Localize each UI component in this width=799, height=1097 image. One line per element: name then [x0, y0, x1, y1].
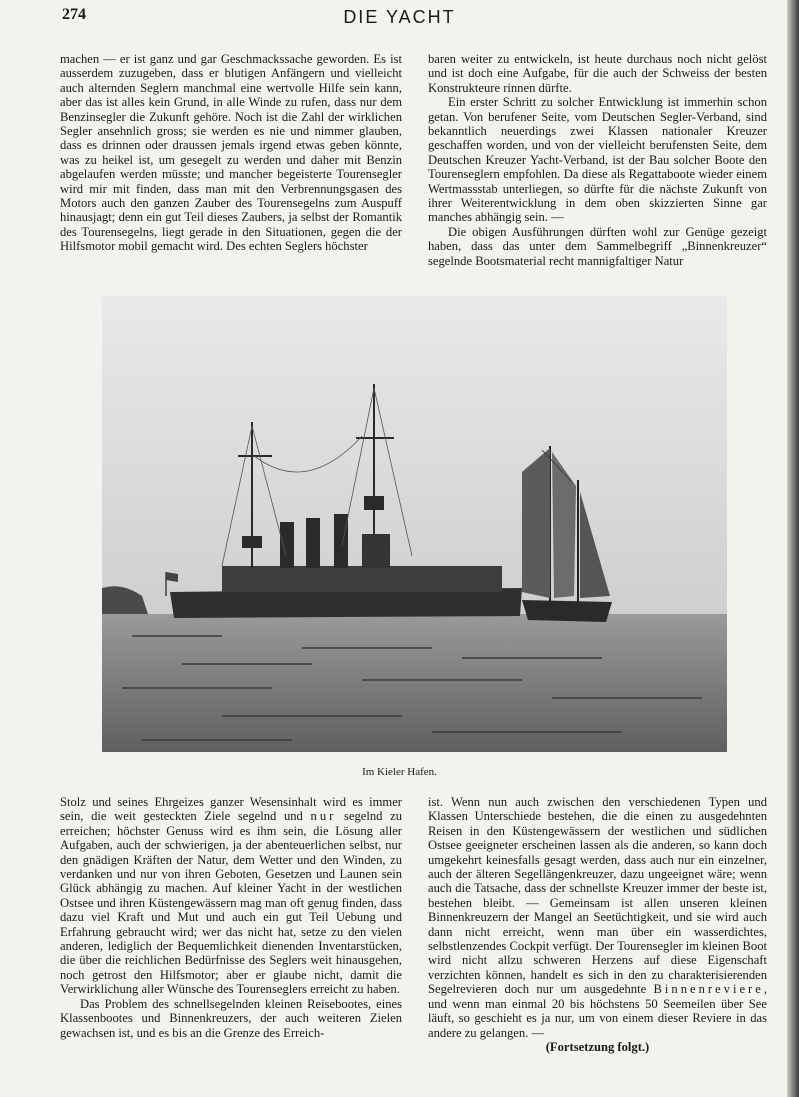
text-run: , und wenn man einmal 20 bis höchstens 50 Seemeilen über See läuft, so geschieht es ja nur, um von einem dieser Reviere in das andere zu gelangen. — [428, 982, 767, 1040]
text-run: segelnd zu erreichen; höchster Genuss wird es ihm sein, die Lösung aller Aufgaben, auch der schwierigen, ja der abenteuerlichen selbst, nur den gnädigen Kräften der Natur, dem Wetter und den Winden, zu verdanken und nur von ihren Geboten, Gesetzen und Launen sein Glück abhängig zu machen. Auf kleiner Yacht in der westlichen Ostsee und ihren Küstengewässern mag man oft genug finden, dass dazu viel Kraft und Mut und auch ein gut Teil Uebung und Erfahrung gebraucht wird; wer das nicht hat, setze zu den vielen anderen, lediglich der Bequemlichkeit dienenden Inventarstücken, die über die reichlichen Bedürfnisse des Seglers weit hinausgehen, noch getrost den Hilfsmotor; aber er glaube nicht, damit die Verwirklichung aller Wünsche des Tourenseglers erreicht zu haben. [60, 809, 403, 997]
figure-caption: Im Kieler Hafen. [362, 766, 437, 778]
paragraph: baren weiter zu entwickeln, ist heute durchaus noch nicht gelöst und ist doch eine Aufgabe, für die auch der Schweiss der besten Konstrukteure rinnen dürfte. [428, 52, 767, 95]
paragraph: Ein erster Schritt zu solcher Entwicklung ist immerhin schon getan. Von berufener Seite, vom Deutschen Segler-Verband, sind bekanntlich neuerdings zwei Klassen nationaler Kreuzer geschaffen worden, und von der vielleicht berufensten Seite, dem Deutschen Kreuzer Yacht-Verband, ist der Bau solcher Boote den Tourenseglern empfohlen. Da diese als Regattaboote wieder einem Wertmassstab unterliegen, so dürfte für die nächste Zukunft von ihrer Weiterentwicklung in dem oben skizzierten Sinne gar manches abhängig sein. — [428, 95, 767, 225]
page-edge-shadow [787, 0, 799, 1097]
paragraph: machen — er ist ganz und gar Geschmackssache geworden. Es ist ausserdem zuzugeben, dass er blutigen Anfängern und vielleicht auch alternden Seglern manchmal eine wertvolle Hilfe sein kann, aber das ist alles kein Grund, in alle Winde zu rufen, dass nur dem Benzinsegler die Zukunft gehöre. Noch ist die Zahl der wirklichen Segler ansehnlich gross; sie werden es nie und nimmer glauben, dass es drinnen oder draussen jemals irgend etwas geben könnte, was zu heikel ist, um gesegelt zu werden und daher mit Benzin abgelaufen werden müsste; und mancher begeisterte Tourensegler wird mir mit finden, dass man mit den Verbrennungsgasen des Motors auch den ganzen Zauber des Tourensegelns zum Auspuff hinausjagt; denn ein gut Teil dieses Zaubers, ja selbst der Romantik des Tourensegelns, liegt gerade in den Situationen, gegen die der Hilfsmotor mobil gemacht wird. Des echten Seglers höchster [60, 52, 402, 254]
text-run: Stolz und seines Ehrgeizes ganzer Wesensinhalt wird es immer sein, die weit gesteckten Ziele segelnd und [60, 795, 402, 824]
paragraph: Das Problem des schnellsegelnden kleinen Reisebootes, eines Klassenbootes und Binnenkreuzers, der auch weiteren Zielen gewachsen ist, und es bis an die Grenze des Erreich- [60, 996, 402, 1040]
harbor-photo [102, 296, 727, 752]
page-number: 274 [62, 6, 86, 23]
column-top-left [60, 52, 402, 254]
text-run: ist. Wenn nun auch zwischen den verschiedenen Typen und Klassen Unterschiede bestehen, die die einen zu ausgedehnten Reisen in den Küstengewässern der westlichen und südlichen Ostsee geeigneter erscheinen lassen als die anderen, so kann doch umgekehrt keinesfalls gesagt werden, dass auch nur ein einzelner, auch der älteren Segellängenkreuzer, dazu ungeeignet wäre; wenn auch die Tatsache, dass der schnellste Kreuzer immer der beste ist, bestehen bleibt. — Gemeinsam ist allen unseren kleinen Binnenkreuzern der Mangel an Seetüchtigkeit, und sie wird auch dann nicht erreicht, wenn man über ein wasserdichtes, selbstlenzendes Cockpit verfügt. Der Tourensegler im kleinen Boot wird nicht allzu schweren Herzens auf diese Eigenschaft verzichten können, handelt es sich in den zu charakterisierenden Segelrevieren doch nur um ausgedehnte [428, 795, 767, 997]
paragraph [60, 795, 402, 997]
column-bottom-left [60, 795, 402, 1040]
column-bottom-right [428, 795, 767, 1054]
paragraph [428, 795, 767, 1040]
continuation-note: (Fortsetzung folgt.) [545, 1039, 650, 1054]
running-head: DIE YACHT [343, 7, 456, 27]
emphasis-spaced: Binnenreviere [653, 982, 764, 997]
column-top-right [428, 52, 767, 268]
emphasis-spaced: nur [310, 809, 337, 824]
paragraph: Die obigen Ausführungen dürften wohl zur Genüge gezeigt haben, dass das unter dem Sammelbegriff „Binnenkreuzer“ segelnde Bootsmaterial recht mannigfaltiger Natur [428, 224, 767, 268]
harbor-illustration [102, 296, 727, 752]
